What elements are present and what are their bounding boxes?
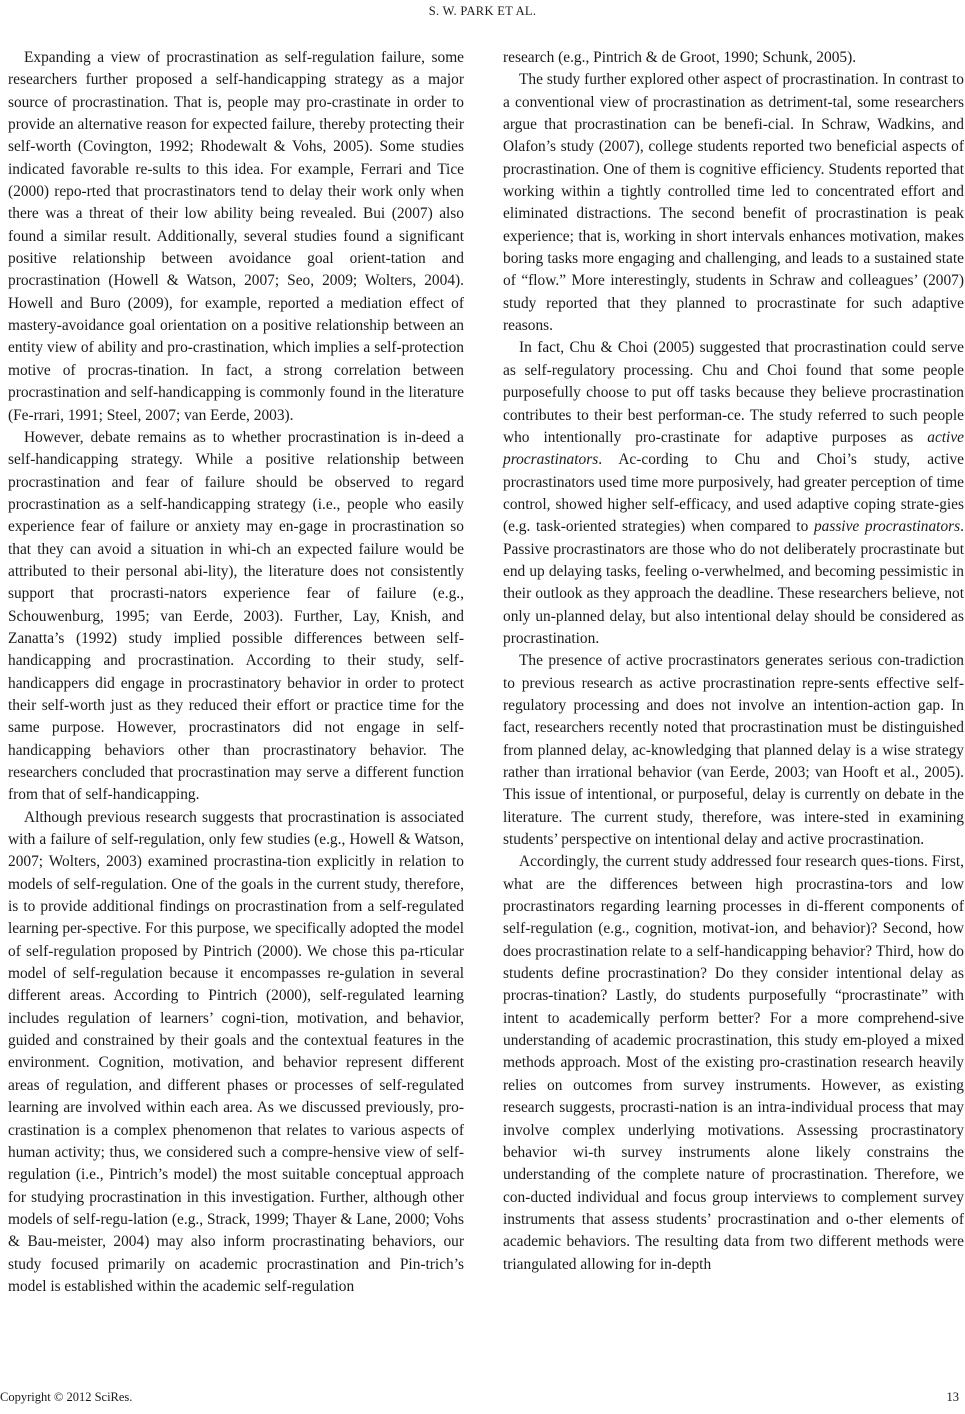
page-number: 13 [946, 1390, 959, 1404]
copyright-notice: Copyright © 2012 SciRes. [0, 1390, 133, 1404]
body-paragraph: Accordingly, the current study addressed four research ques-tions. First, what are the differences between high procrastina-tors and low procrastinators regarding learning processes in di-fferent components of self-regulation (e.g., cognition, motivat-ion, and behavior)? Second, how does procrastination relate to a self-handicapping behavior? Third, how do students define procrastination? Do they consider intentional delay as procras-tination? Lastly, do students purposefully “procrastinate” with intent to academically perform better? For a more comprehend-sive understanding of academic procrastination, this study em-ployed a mixed methods approach. Most of the existing pro-crastination research heavily relies on outcomes from survey instruments. However, as existing research suggests, procrasti-nation is an intra-individual process that may involve complex underlying motivations. Assessing procrastinatory behavior wi-th survey instruments alone likely constrains the understanding of the complete nature of procrastination. Therefore, we con-ducted individual and focus group interviews to complement survey instruments that assess students’ procrastination and o-ther elements of academic behaviors. The resulting data from two different methods were triangulated allowing for in-depth [503, 853, 964, 1273]
paragraph-text: In fact, Chu & Choi (2005) suggested that procrastination could serve as self-regulatory processing. Chu and Choi found that some people purposefully choose to put off tasks because they believe procrastination contributes to their best performan-ce. The study referred to such people who intentionally pro-crastinate for adaptive purposes as [503, 339, 964, 446]
italic-term: passive procrastinators [813, 518, 961, 536]
body-paragraph: Although previous research suggests that procrastination is associated with a failure of self-regulation, only few studies (e.g., Howell & Watson, 2007; Wolters, 2003) examined procrastina-tion explicitly in relation to models of self-regulation. One of the goals in the current study, therefore, is to provide additional findings on procrastination from a self-regulated learning per-spective. For this purpose, we specifically adopted the model of self-regulation proposed by Pintrich (2000). We chose this pa-rticular model of self-regulation because it encompasses re-gulation in several different areas. According to Pintrich (2000), self-regulated learning includes regulation of learners’ cogni-tion, motivation, and behavior, guided and constrained by their goals and the contextual features in the environment. Cognition, motivation, and behavior represent different areas of regulation, and different phases or processes of self-regulated learning are involved within each area. As we discussed previously, pro-crastination is a complex phenomenon that relates to various aspects of human activity; thus, we considered such a compre-hensive view of self-regulation (i.e., Pintrich’s model) the most suitable conceptual approach for studying procrastination in this investigation. Further, although other models of self-regu-lation (e.g., Strack, 1999; Thayer & Lane, 2000; Vohs & Bau-meister, 2004) may also inform procrastinating behaviors, our study focused primarily on academic procrastination and Pin-trich’s model is established within the academic self-regulation [8, 808, 464, 1295]
running-head: S. W. PARK ET AL. [428, 4, 537, 18]
continuation-paragraph: research (e.g., Pintrich & de Groot, 1990; Schunk, 2005). [503, 49, 857, 66]
body-paragraph: However, debate remains as to whether procrastination is in-deed a self-handicapping strategy. While a positive relationship between procrastination and fear of failure should be observed to regard procrastination as a self-handicapping strategy (i.e., people who easily experience fear of failure or anxiety may en-gage in procrastination so that they can avoid a situation in whi-ch an expected failure would be attributed to their personal abi-lity), the literature does not consistently support that procrasti-nators experience fear of failure (e.g., Schouwenburg, 1995; van Eerde, 2003). Further, Lay, Knish, and Zanatta’s (1992) study implied possible differences between self-handicapping and procrastination. According to their study, self-handicappers did engage in procrastinatory behavior in order to protect their self-worth just as they reduced their effort or practice time for the same purpose. However, procrastinators did not engage in self-handicapping behaviors other than procrastinatory behavior. The researchers concluded that procrastination may serve a different function from that of self-handicapping. [8, 428, 464, 804]
paragraph-text: . Passive procrastinators are those who do not deliberately procrastinate but end up delaying tasks, feeling o-verwhelmed, and becoming pessimistic in their outlook as they approach the deadline. These researchers believe, not only un-planned delay, but also intentional delay should be considered as procrastination. [503, 518, 964, 647]
right-column [503, 47, 964, 1276]
body-paragraph: The presence of active procrastinators generates serious con-tradiction to previous research as active procrastination repre-sents effective self-regulatory processing and does not involve an intention-action gap. In fact, researchers recently noted that procrastination must be distinguished from planned delay, ac-knowledging that planned delay is a wise strategy rather than irrational behavior (van Eerde, 2003; van Hooft et al., 2005). This issue of intentional, or purposeful, delay is currently on debate in the literature. The current study, therefore, was intere-sted in examining students’ perspective on intentional delay and active procrastination. [503, 652, 964, 849]
body-paragraph: Expanding a view of procrastination as self-regulation failure, some researchers further proposed a self-handicapping strategy as a major source of procrastination. That is, people may pro-crastinate in order to provide an alternative reason for expected failure, thereby protecting their self-worth (Covington, 1992; Rhodewalt & Vohs, 2005). Some studies indicated favorable re-sults to this idea. For example, Ferrari and Tice (2000) repo-rted that procrastinators tend to delay their work only when there was a threat of their low ability being revealed. Bui (2007) also found a similar result. Additionally, several studies found a significant positive relationship between avoidance goal orient-tation and procrastination (Howell & Watson, 2007; Seo, 2009; Wolters, 2004). Howell and Buro (2009), for example, reported a mediation effect of mastery-avoidance goal orientation on a positive relationship between an entity view of ability and pro-crastination, which implies a self-protection motive of procras-tination. In fact, a strong correlation between procrastination and self-handicapping is commonly found in the literature (Fe-rrari, 1991; Steel, 2007; van Eerde, 2003). [8, 49, 464, 424]
paragraph-text: . Ac-cording to Chu and Choi’s study, active procrastinators used time more purposively, had greater perception of time control, showed higher self-efficacy, and used adaptive coping strate-gies (e.g. task-oriented strategies) when compared to [503, 451, 964, 536]
left-column [8, 47, 464, 1298]
body-paragraph: The study further explored other aspect of procrastination. In contrast to a conventional view of procrastination as detriment-tal, some researchers argue that procrastination can be benefi-cial. In Schraw, Wadkins, and Olafon’s study (2007), college students reported two beneficial aspects of procrastination. One of them is cognitive efficiency. Students reported that working within a tightly controlled time led to concentrated effort and eliminated distractions. The second benefit of procrastination is peak experience; that is, working in short intervals enhances motivation, makes boring tasks more engaging and challenging, and leads to a sustained state of “flow.” More interestingly, students in Schraw and colleagues’ (2007) study reported that they planned to procrastinate for such adaptive reasons. [503, 71, 964, 335]
body-paragraph [503, 337, 964, 650]
italic-term: active procrastinators [503, 428, 964, 469]
